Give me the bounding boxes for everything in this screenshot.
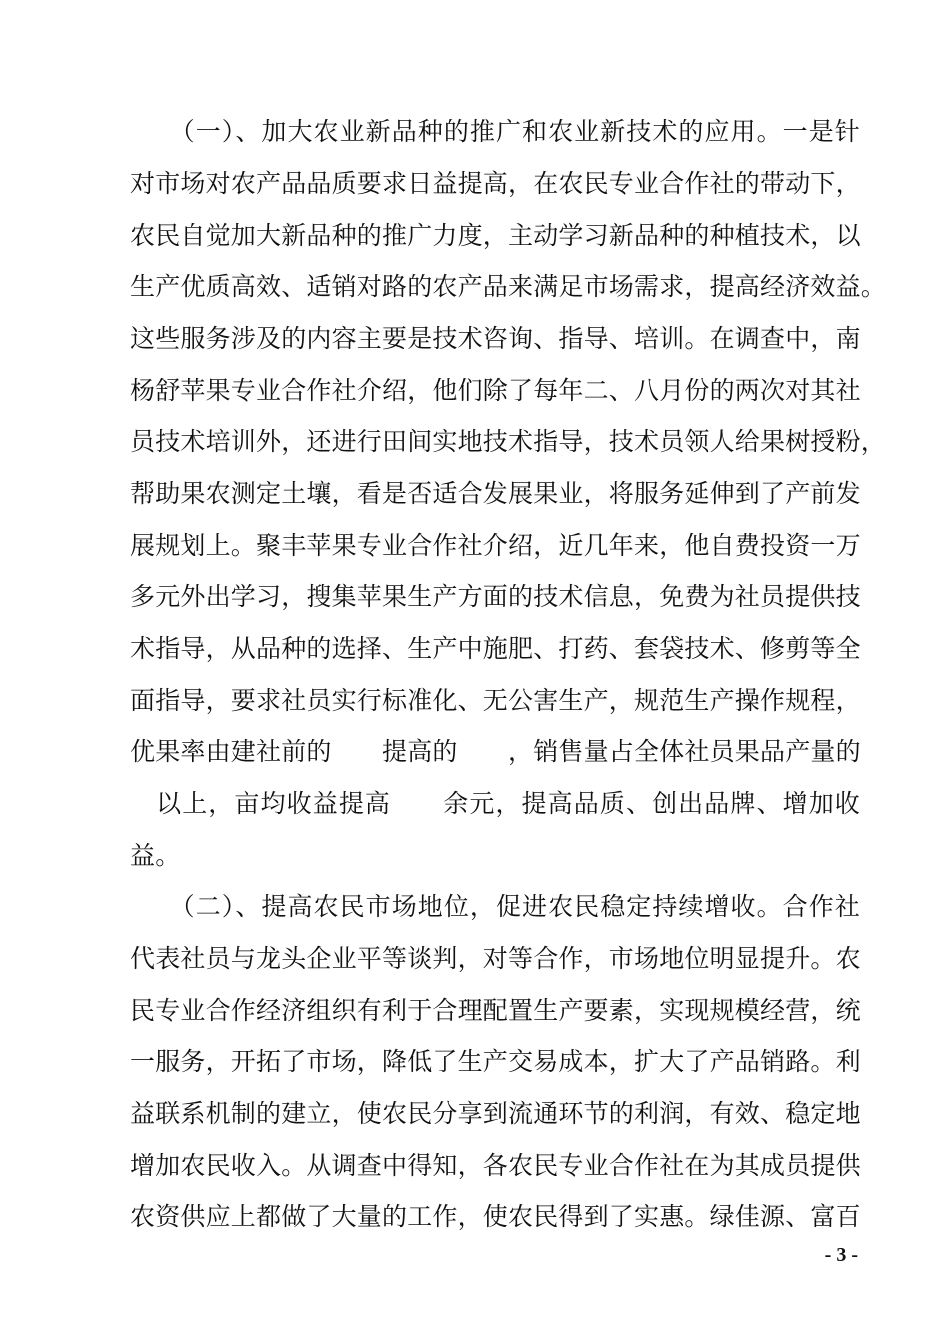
page-number: - 3 - — [824, 1244, 858, 1266]
text-line: 益联系机制的建立，使农民分享到流通环节的利润，有效、稳定地 — [130, 1099, 861, 1128]
text-line: 生产优质高效、适销对路的农产品来满足市场需求，提高经济效益。 — [130, 272, 887, 301]
text-line: 民专业合作经济组织有利于合理配置生产要素，实现规模经营，统 — [130, 996, 861, 1025]
text-line: 对市场对农产品品质要求日益提高，在农民专业合作社的带动下， — [130, 169, 861, 198]
text-line: （二）、提高农民市场地位，促进农民稳定持续增收。合作社 — [130, 892, 860, 921]
text-line: 员技术培训外，还进行田间实地技术指导，技术员领人给果树授粉， — [130, 427, 887, 456]
text-line: 益。 — [130, 841, 181, 870]
text-line: 以上，亩均收益提高 余元，提高品质、创出品牌、增加收 — [130, 789, 860, 818]
text-line: 展规划上。聚丰苹果专业合作社介绍，近几年来，他自费投资一万 — [130, 531, 861, 560]
text-line: 帮助果农测定土壤，看是否适合发展果业，将服务延伸到了产前发 — [130, 479, 861, 508]
text-line: 农民自觉加大新品种的推广力度，主动学习新品种的种植技术，以 — [130, 221, 861, 250]
text-line: 一服务，开拓了市场，降低了生产交易成本，扩大了产品销路。利 — [130, 1047, 861, 1076]
text-line: 代表社员与龙头企业平等谈判，对等合作，市场地位明显提升。农 — [130, 944, 861, 973]
text-line: 术指导，从品种的选择、生产中施肥、打药、套袋技术、修剪等全 — [130, 634, 861, 663]
text-line: 面指导，要求社员实行标准化、无公害生产，规范生产操作规程， — [130, 686, 861, 715]
text-line: （一）、加大农业新品种的推广和农业新技术的应用。一是针 — [130, 117, 860, 146]
text-line: 这些服务涉及的内容主要是技术咨询、指导、培训。在调查中，南 — [130, 324, 861, 353]
text-line: 增加农民收入。从调查中得知，各农民专业合作社在为其成员提供 — [130, 1151, 861, 1180]
text-line: 优果率由建社前的 提高的 ，销售量占全体社员果品产量的 — [130, 737, 861, 766]
text-line: 农资供应上都做了大量的工作，使农民得到了实惠。绿佳源、富百 — [130, 1202, 861, 1231]
text-line: 多元外出学习，搜集苹果生产方面的技术信息，免费为社员提供技 — [130, 582, 861, 611]
text-line: 杨舒苹果专业合作社介绍，他们除了每年二、八月份的两次对其社 — [130, 376, 861, 405]
